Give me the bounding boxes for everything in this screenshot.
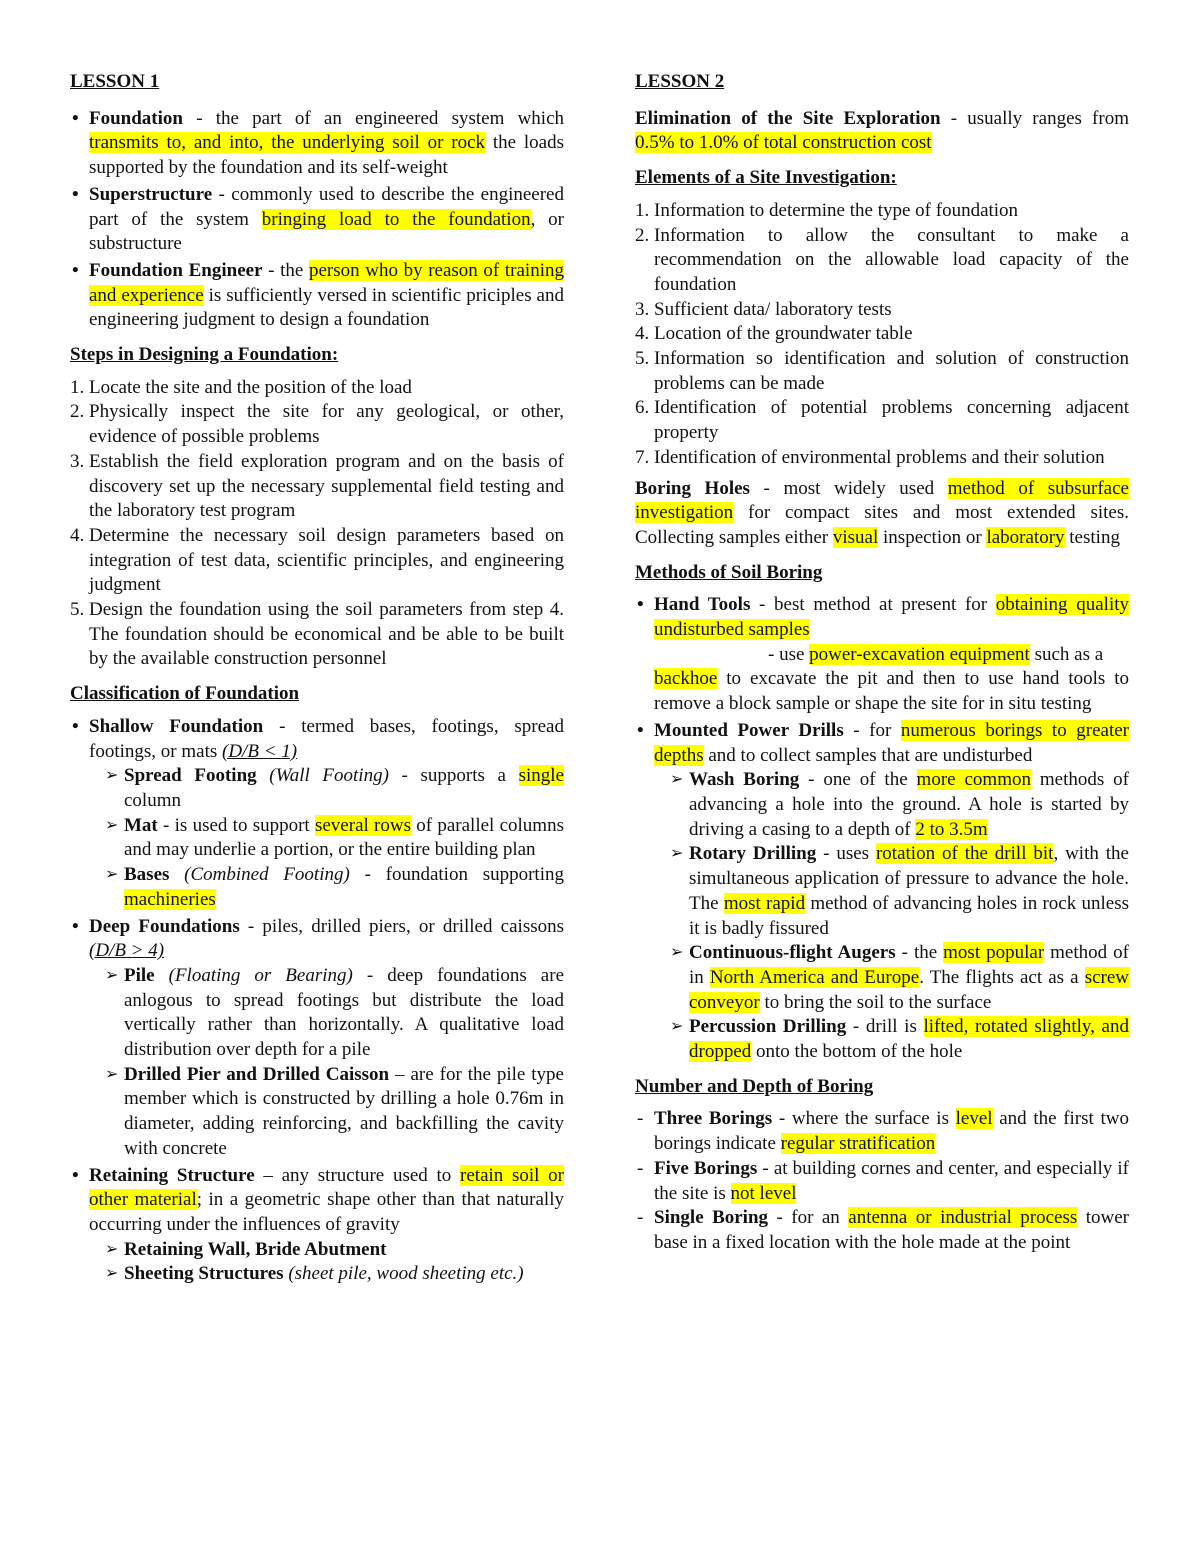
element-item: 2. Information to allow the consultant to make a recommendation on the allowable load capacity of the foundation [635,224,1129,295]
element-item: 4. Location of the groundwater table [635,323,913,345]
five-borings: - Five Borings - at building cornes and center, and especially if the site is not level [635,1157,1129,1206]
hand-tools-continued: - use power-excavation equipment such as a [768,643,1104,665]
lesson1-title: LESSON 1 [70,71,160,92]
single-boring: - Single Boring - for an antenna or industrial process tower base in a fixed location with the hole made at the point [635,1206,1129,1255]
deep-types [105,964,564,1162]
element-item: 3. Sufficient data/ laboratory tests [635,298,892,320]
wash-boring: ➢ Wash Boring - one of the more common methods of advancing a hole into the ground. A hole is started by driving a casing to a depth of 2 to 3.5m [670,768,1129,842]
steps-list [70,376,564,672]
mounted-power-drills: • Mounted Power Drills - for numerous borings to greater depths and to collect samples that are undisturbed ➢ Wash Boring - one of the more common methods of advancing a hole into the ground. A hole is started by driving a casing to a depth of 2 to 3.5m ➢ Rotary Drilling - uses rotation of the drill bit, with the simultaneous application of pressure to advance the hole. The most rapid method of advancing holes in rock unless it is badly fissured ➢ Continuous-flight Augers - the most popular method of in North America and Europe. The flights act as a screw conveyor to bring the soil to the surface ➢ Percussion Drilling - drill is lifted, rotated slightly, and dropped onto the bottom of the hole [635,719,1129,1065]
elements-list [635,199,1129,471]
retaining-wall: ➢ Retaining Wall, Bride Abutment [105,1238,564,1263]
def-superstructure: • Superstructure - commonly used to describe the engineered part of the system bringing load to the foundation, or substructure [70,183,564,257]
sheeting-structures: ➢ Sheeting Structures (sheet pile, wood sheeting etc.) [105,1262,564,1287]
continuous-flight-augers: ➢ Continuous-flight Augers - the most popular method of in North America and Europe. The flights act as a screw conveyor to bring the soil to the surface [670,941,1129,1015]
element-item: 7. Identification of environmental problems and their solution [635,446,1105,468]
lesson2-column [635,70,1129,1262]
step-item: 4. Determine the necessary soil design parameters based on integration of test data, scientific principles, and engineering judgment [70,524,564,596]
elements-heading: Elements of a Site Investigation: [635,167,897,189]
elimination-paragraph: Elimination of the Site Exploration - usually ranges from 0.5% to 1.0% of total construction cost [635,107,1129,154]
boring-holes-paragraph: Boring Holes - most widely used method of subsurface investigation for compact sites and most extended sites. Collecting samples either visual inspection or laboratory testing [635,477,1129,548]
steps-heading: Steps in Designing a Foundation: [70,344,339,366]
lesson2-title: LESSON 2 [635,71,725,92]
number-depth-list [635,1107,1129,1255]
classification-heading: Classification of Foundation [70,683,300,705]
element-item: 6. Identification of potential problems concerning adjacent property [635,397,1129,444]
element-item: 5. Information so identification and solution of construction problems can be made [635,348,1129,394]
number-depth-heading: Number and Depth of Boring [635,1075,874,1097]
bases: ➢ Bases (Combined Footing) - foundation supporting machineries [105,863,564,912]
element-item: 1. Information to determine the type of foundation [635,199,1019,221]
step-item: 1. Locate the site and the position of the load [70,376,412,398]
classification-list [70,715,564,1287]
step-item: 5. Design the foundation using the soil parameters from step 4. The foundation should be economical and be able to be built by the available construction personnel [70,599,564,670]
retaining-types [105,1238,564,1287]
pile: ➢ Pile (Floating or Bearing) - deep foundations are anlogous to spread footings but distribute the load vertically rather than horizontally. A qualitative load distribution over depth for a pile [105,964,564,1063]
shallow-foundation: • Shallow Foundation - termed bases, footings, spread footings, or mats (D/B < 1) ➢ Spread Footing (Wall Footing) - supports a single column ➢ Mat - is used to support several rows of parallel columns and may underlie a portion, or the entire building plan ➢ Bases (Combined Footing) - foundation supporting machineries [70,715,564,913]
def-foundation-engineer: • Foundation Engineer - the person who by reason of training and experience is sufficiently versed in scientific priciples and engineering judgment to design a foundation [70,259,564,333]
lesson1-column [70,70,564,1293]
shallow-types [105,764,564,912]
drilled-pier-caisson: ➢ Drilled Pier and Drilled Caisson – are for the pile type member which is constructed by drilling a hole 0.76m in diameter, adding reinforcing, and backfilling the cavity with concrete [105,1063,564,1162]
three-borings: - Three Borings - where the surface is level and the first two borings indicate regular stratification [635,1107,1129,1156]
methods-list [635,593,1129,1064]
percussion-drilling: ➢ Percussion Drilling - drill is lifted, rotated slightly, and dropped onto the bottom of the hole [670,1015,1129,1064]
retaining-structure: • Retaining Structure – any structure used to retain soil or other material; in a geometric shape other than that naturally occurring under the influences of gravity ➢ Retaining Wall, Bride Abutment ➢ Sheeting Structures (sheet pile, wood sheeting etc.) [70,1164,564,1288]
step-item: 2. Physically inspect the site for any geological, or other, evidence of possible problems [70,401,564,448]
deep-foundations: • Deep Foundations - piles, drilled piers, or drilled caissons (D/B > 4) ➢ Pile (Floating or Bearing) - deep foundations are anlogous to spread footings but distribute the load vertically rather than horizontally. A qualitative load distribution over depth for a pile ➢ Drilled Pier and Drilled Caisson – are for the pile type member which is constructed by drilling a hole 0.76m in diameter, adding reinforcing, and backfilling the cavity with concrete [70,915,564,1162]
methods-heading: Methods of Soil Boring [635,561,823,583]
step-item: 3. Establish the field exploration program and on the basis of discovery set up the necessary supplemental field testing and the laboratory test program [70,450,564,522]
hand-tools: • Hand Tools - best method at present for obtaining quality undisturbed samples - use power-excavation equipment such as a backhoe to excavate the pit and then to use hand tools to remove a block sample or shape the site for in situ testing [635,593,1129,717]
spread-footing: ➢ Spread Footing (Wall Footing) - supports a single column [105,764,564,813]
lesson1-definitions [70,107,564,333]
drill-types [670,768,1129,1064]
rotary-drilling: ➢ Rotary Drilling - uses rotation of the drill bit, with the simultaneous application of pressure to advance the hole. The most rapid method of advancing holes in rock unless it is badly fissured [670,842,1129,941]
mat: ➢ Mat - is used to support several rows of parallel columns and may underlie a portion, or the entire building plan [105,814,564,863]
def-foundation: • Foundation - the part of an engineered system which transmits to, and into, the underlying soil or rock the loads supported by the foundation and its self-weight [70,107,564,181]
